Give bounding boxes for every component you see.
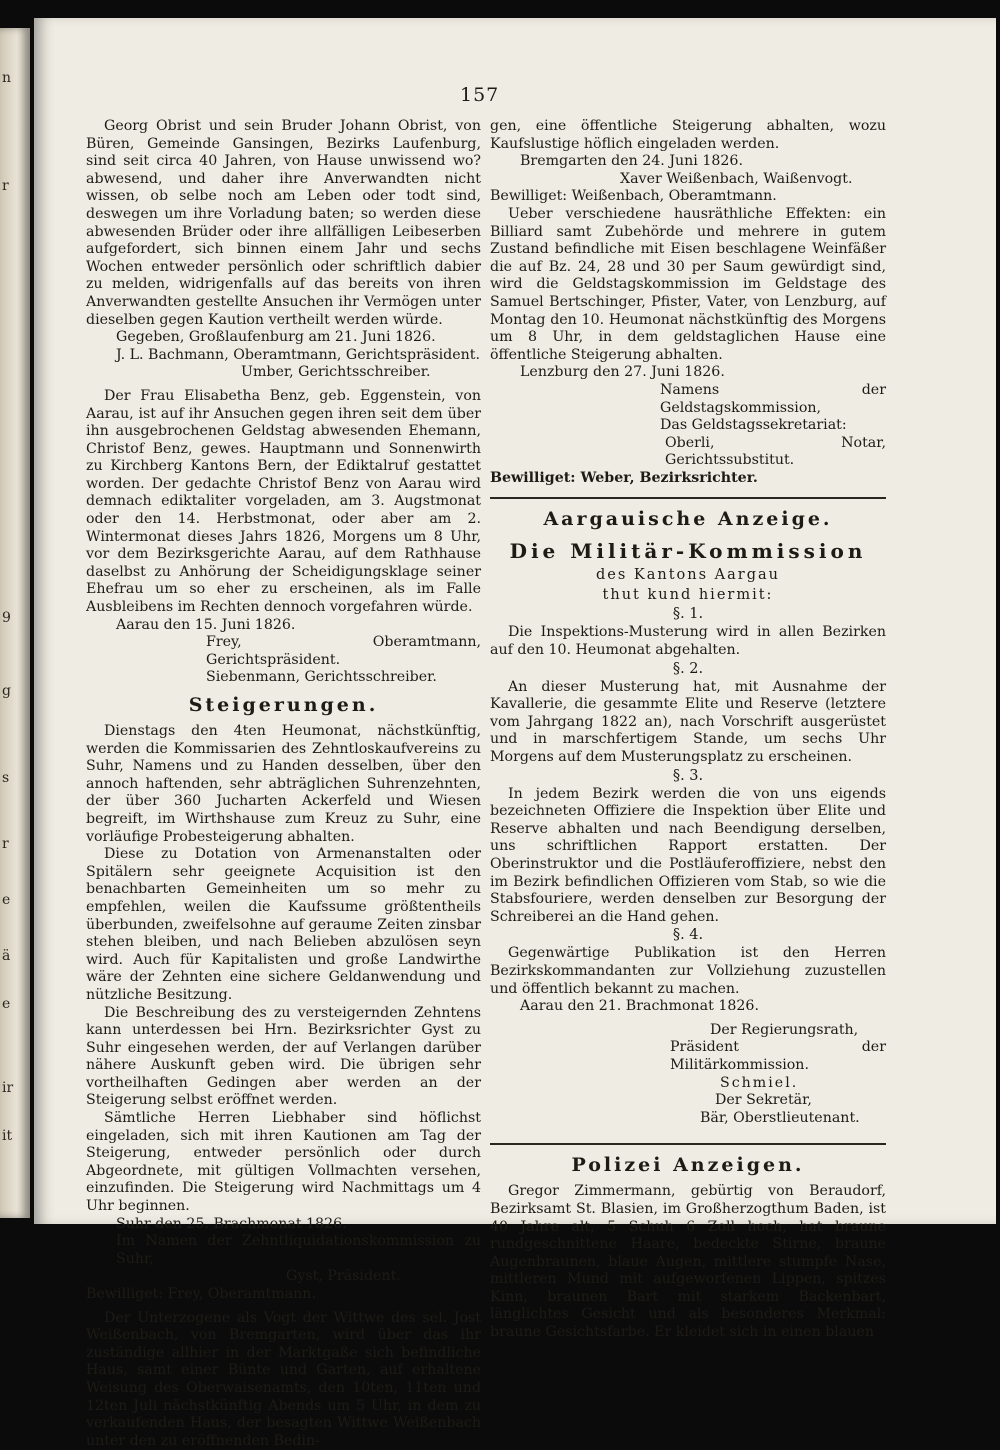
prev-fragment: 9	[2, 610, 11, 626]
notice-signature: Das Geldstagssekretariat:	[660, 417, 847, 434]
notice-signature: Namens der Geldstagskommission,	[660, 381, 886, 416]
notice-signature: Im Namen der Zehntliquidationskommission zu Suhr,	[116, 1233, 481, 1267]
paragraph-mark: §. 4.	[672, 927, 704, 944]
notice-suhr-zehnten: Dienstags den 4ten Heumonat, nächstkünftig, werden die Kommissarien des Zehntloskaufvereins zu Suhr, Namens und zu Handen desselben, über den annoch haftenden, sehr abträglichen Suhrenzehnten, der über 360 Jucharten Ackerfeld und Wiesen begreift, im Wirthshause zum Kreuz zu Suhr, eine vorläufige Probesteigerung abhalten.	[86, 723, 481, 845]
paragraph-mark: §. 1.	[672, 606, 704, 623]
paragraph-text: In jedem Bezirk werden die von uns eigends bezeichneten Offiziere die Inspektion über Elite und Reserve abhalten und nach Beendigung derselben, uns schriftlichen Rapport erstatten. Der Oberinstruktor und die Postläuferoffiziere, nebst den im Bezirk befindlichen Offizieren vom Stab, so wie die Stabsfouriere, werden denselben zur Besorgung der Schreiberei an die Hand gehen.	[490, 785, 886, 925]
paragraph-text: Die Inspektions-Musterung wird in allen Bezirken auf den 10. Heumonat abgehalten.	[490, 624, 886, 659]
notice-weissenbach-cont: gen, eine öffentliche Steigerung abhalten, wozu Kaufslustige höflich eingeladen werden.	[490, 118, 886, 152]
prev-fragment: ir	[2, 1080, 14, 1096]
prev-fragment: e	[2, 892, 11, 908]
notice-approval: Bewilliget: Weber, Bezirksrichter.	[490, 469, 758, 486]
paragraph-mark: §. 2.	[672, 660, 704, 677]
military-commission-sub: thut kund hiermit:	[602, 587, 774, 604]
notice-signature: Frey, Oberamtmann, Gerichtspräsident.	[206, 634, 481, 668]
notice-signature: Bär, Oberstlieutenant.	[700, 1109, 860, 1126]
notice-date: Bremgarten den 24. Juni 1826.	[520, 153, 743, 170]
military-commission-title: Die Militär-Kommission	[509, 539, 867, 564]
left-column	[86, 118, 481, 1450]
paragraph-mark: §. 3.	[672, 767, 704, 784]
section-heading-aargau: Aargauische Anzeige.	[543, 508, 833, 531]
notice-signature: Xaver Weißenbach, Waißenvogt.	[620, 170, 853, 187]
notice-signature: Der Sekretär,	[715, 1092, 812, 1109]
notice-signature: Präsident der Militärkommission.	[670, 1039, 886, 1073]
notice-benz: Der Frau Elisabetha Benz, geb. Eggenstein, von Aarau, ist auf ihr Ansuchen gegen ihren seit dem über ihn ausgebrochenen Geldstag abwesenden Ehemann, Christof Benz, gewes. Hauptmann und Sonnenwirth zu Kirchberg Kantons Bern, der Ediktalruf gestattet worden. Der gedachte Christof Benz von Aarau wird demnach ediktaliter vorgeladen, am 3. Augstmonat oder den 14. Herbstmonat, oder aber am 2. Wintermonat dieses Jahrs 1826, Morgens um 8 Uhr, vor dem Bezirksgerichte Aarau, auf dem Rathhause daselbst zu Anhörung der Scheidigungsklage seiner Ehefrau um so eher zu erscheinen, als im Falle Ausbleibens im Rechten dennoch vorgefahren würde.	[86, 387, 481, 616]
prev-fragment: ä	[2, 948, 11, 964]
paragraph-text: Gegenwärtige Publikation ist den Herren Bezirkskommandanten zur Vollziehung zuzustellen und öffentlich bekannt zu machen.	[490, 945, 886, 997]
previous-page-edge	[0, 28, 30, 1218]
notice-suhr-zehnten: Die Beschreibung des zu versteigernden Zehntens kann unterdessen bei Hrn. Bezirksrichter Gyst zu Suhr eingesehen werden, der auf Verlangen darüber nähere Auskunft geben wird. Die übrigen sehr vortheilhaften Gedingen aber werden an der Steigerung selbst eröffnet werden.	[86, 1004, 481, 1109]
notice-date: Gegeben, Großlaufenburg am 21. Juni 1826.	[116, 329, 436, 346]
paragraph-text: An dieser Musterung hat, mit Ausnahme der Kavallerie, die gesammte Elite und Reserve (letztere vom Jahrgang 1822 an), nach Vorschrift ausgerüstet und in marschfertigem Stande, um sechs Uhr Morgens auf dem Musterungsplatz zu erscheinen.	[490, 678, 886, 766]
prev-fragment: it	[2, 1128, 13, 1144]
notice-zimmermann: Gregor Zimmermann, gebürtig von Beraudorf, Bezirksamt St. Blasien, im Großherzogthum Baden, ist 40 Jahre alt, 5 Schuh 6 Zoll hoch, hat braune rundgeschnittene Haare, bedeckte Stirne, braune Augenbraunen, blaue Augen, mittlere stumpfe Nase, mittleren Mund mit aufgeworfenen Lippen, spitzes Kinn, braunen Bart mit starkem Backenbart, länglichtes Gesicht und als besonderes Merkmal: braune Gesichtsfarbe. Er kleidet sich in einen blauen	[490, 1183, 886, 1341]
notice-date: Aarau den 21. Brachmonat 1826.	[520, 998, 759, 1015]
notice-approval: Bewilliget: Weißenbach, Oberamtmann.	[490, 188, 777, 205]
notice-approval: Bewilliget: Frey, Oberamtmann.	[86, 1286, 316, 1302]
notice-signature: J. L. Bachmann, Oberamtmann, Gerichtspräsident.	[116, 346, 481, 363]
section-heading-polizei: Polizei Anzeigen.	[571, 1154, 805, 1177]
prev-fragment: g	[2, 683, 11, 699]
notice-date: Aarau den 15. Juni 1826.	[116, 616, 296, 633]
notice-signature: Der Regierungsrath,	[710, 1021, 859, 1038]
section-heading-steigerungen: Steigerungen.	[188, 694, 379, 716]
notice-signature: Oberli, Notar, Gerichtssubstitut.	[665, 434, 886, 469]
prev-fragment: e	[2, 996, 11, 1012]
page-number: 157	[460, 84, 500, 106]
notice-signature: Gyst, Präsident.	[286, 1268, 401, 1285]
right-column	[490, 118, 886, 1342]
notice-date: Lenzburg den 27. Juni 1826.	[520, 364, 725, 381]
section-divider	[490, 497, 886, 499]
newspaper-page	[34, 18, 996, 1449]
notice-signature: Siebenmann, Gerichtsschreiber.	[206, 669, 437, 686]
prev-fragment: n	[2, 70, 12, 86]
section-divider	[490, 1143, 886, 1145]
notice-weissenbach: Der Unterzogene als Vogt der Wittwe des sel. Jost Weißenbach, von Bremgarten, wird über das ihr zuständige allhier in der Marktgaße sich befindliche Haus, samt einer Bünte und Garten, auf erhaltene Weisung des Oberwaisenamts, den 10ten, 11ten und 12ten Juli nächstkünftig Abends um 5 Uhr, in dem zu verkaufenden Haus, der besagten Wittwe Weißenbach unter den zu eröffnenden Bedin-	[86, 1309, 481, 1449]
notice-suhr-zehnten: Diese zu Dotation von Armenanstalten oder Spitälern sehr geeignete Acquisition ist den benachbarten Gemeinheiten um so mehr zu empfehlen, weilen die Kaufssume größtentheils überbunden, zweifelsohne auf geraume Zeiten zinsbar stehen bleiben, und nach Belieben abzulösen seyn wird. Auch für Kapitalisten und große Landwirthe wäre der Zehnten eine sichere Geldanwendung und nützliche Besitzung.	[86, 846, 481, 1003]
prev-fragment: r	[2, 178, 9, 194]
prev-fragment: s	[2, 770, 10, 786]
notice-bertschinger: Ueber verschiedene hausräthliche Effekten: ein Billiard samt Zubehörde und mehrere in gutem Zustand befindliche mit Eisen beschlagene Weinfäßer die auf Bz. 24, 28 und 30 per Saum gewürdigt sind, wird die Geldstagskommission im Geldstage des Samuel Bertschinger, Pfister, Vater, von Lenzburg, auf Montag den 10. Heumonat nächstkünftig des Morgens um 8 Uhr, in dem geldstaglichen Hause eine öffentliche Steigerung abhalten.	[490, 205, 886, 363]
notice-obrist: Georg Obrist und sein Bruder Johann Obrist, von Büren, Gemeinde Gansingen, Bezirks Laufenburg, sind seit circa 40 Jahren, von Hause unwissend wo? abwesend, und daher ihre Anverwandten nicht wissen, ob selbe noch am Leben oder todt sind, deswegen um ihre Vorladung baten; so werden diese abwesenden Brüder oder ihre allfälligen Leibeserben aufgefordert, sich binnen einem Jahr und sechs Wochen entweder persönlich oder schriftlich dabier zu melden, widrigenfalls auf das bereits von ihren Anverwandten gestellte Ansuchen ihr Vermögen unter dieselben gegen Kaution vertheilt werden würde.	[86, 118, 481, 328]
notice-signature: Umber, Gerichtsschreiber.	[241, 364, 431, 381]
military-commission-sub: des Kantons Aargau	[596, 567, 780, 584]
notice-date: Suhr den 25. Brachmonat 1826.	[116, 1215, 347, 1232]
prev-fragment: r	[2, 836, 9, 852]
notice-signature: Schmiel.	[720, 1074, 799, 1091]
notice-suhr-zehnten: Sämtliche Herren Liebhaber sind höflichst eingeladen, sich mit ihren Kautionen am Tag der Steigerung, entweder persönlich oder durch Abgeordnete, mit gültigen Vollmachten versehen, einzufinden. Die Steigerung wird Nachmittags um 4 Uhr beginnen.	[86, 1110, 481, 1215]
